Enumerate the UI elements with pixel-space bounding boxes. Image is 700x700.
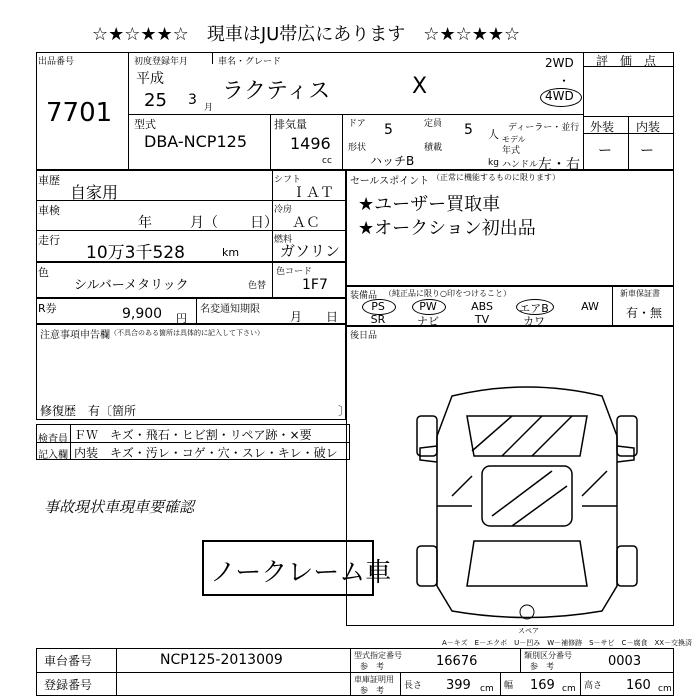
class-no-sub: 参 考	[530, 662, 554, 671]
registration-month-unit: 月	[204, 103, 214, 113]
model-year-label-2: 年式	[502, 146, 521, 156]
sales-point-item-2: ★オークション初出品	[358, 218, 536, 239]
handwritten-note: 事故現状車現車要確認	[44, 498, 195, 516]
height-label: 高さ	[584, 681, 603, 691]
equip-sr: SR	[370, 313, 386, 326]
length-value: 399	[446, 678, 471, 693]
equipment-label: 装備品	[350, 291, 378, 301]
body-shape-label: 形状	[348, 143, 367, 153]
meikyo-label: 名変通知期限	[200, 304, 260, 315]
exterior-label: 外装	[590, 120, 615, 134]
drive-dot: ・	[558, 74, 571, 88]
capacity-value: 5	[464, 122, 473, 138]
checker-label-2: 記入欄	[38, 450, 68, 461]
load-unit: kg	[488, 158, 499, 168]
recycle-value: 9,900	[122, 306, 163, 322]
repair-end: 〕	[338, 404, 351, 418]
width-value: 169	[530, 678, 555, 693]
length-label: 長さ	[404, 681, 423, 691]
car-grade: X	[412, 74, 428, 99]
capacity-unit: 人	[488, 128, 499, 141]
new-car-warranty-value: 有・無	[626, 306, 663, 320]
rear-seat-label: 後日品	[350, 331, 378, 341]
model-value: DBA-NCP125	[144, 132, 247, 151]
interior-score: ー	[640, 143, 654, 159]
history-label: 車歴	[38, 174, 60, 187]
width-unit: cm	[562, 684, 576, 694]
recycle-label: R券	[38, 302, 57, 315]
notes-label: 注意事項申告欄	[40, 330, 110, 341]
exterior-score: ー	[598, 143, 612, 159]
dealer-label: ディーラー・並行	[508, 123, 580, 133]
inspection-day: 日）	[250, 215, 278, 231]
chassis-value: NCP125-2013009	[160, 652, 283, 668]
color-label: 色	[38, 266, 49, 279]
color-value: シルバーメタリック	[74, 278, 189, 293]
class-no-value: 0003	[608, 654, 642, 669]
chassis-label: 車台番号	[44, 654, 93, 668]
recycle-unit: 円	[176, 312, 187, 325]
stamp-text: ノークレーム車	[210, 558, 392, 588]
meikyo-day: 日	[326, 310, 339, 324]
inspection-month: 月（	[190, 215, 218, 231]
mileage-value: 10万3千528	[86, 243, 185, 263]
handle-value: 左・右	[538, 157, 580, 173]
color-code-value: 1F7	[302, 277, 328, 293]
fuel-value: ガソリン	[280, 242, 341, 260]
interior-label: 内装	[636, 120, 661, 134]
mileage-label: 走行	[38, 234, 60, 247]
reg-no-label: 登録番号	[44, 678, 93, 692]
inspection-label: 車検	[38, 204, 60, 217]
sales-point-item-1: ★ユーザー買取車	[358, 194, 501, 215]
capacity-label: 定員	[424, 119, 443, 129]
shift-label: シフト	[274, 175, 302, 185]
handle-label: ハンドル	[502, 160, 539, 170]
drive-4wd: 4WD	[545, 89, 574, 103]
checker-label-1: 検査員	[38, 434, 68, 445]
displacement-label: 排気量	[274, 118, 307, 131]
inspection-year: 年	[138, 215, 152, 231]
color-code-label: 色コード	[276, 267, 313, 277]
fuel-label: 燃料	[274, 235, 293, 245]
equip-navi: ナビ	[417, 315, 439, 328]
type-designation-value: 16676	[436, 654, 478, 669]
equip-leather: カワ	[523, 315, 545, 328]
aircon-value: ＡＣ	[292, 215, 320, 231]
notes-sub: （不具合のある箇所は具体的に記入して下さい）	[110, 329, 264, 337]
model-label: 型式	[134, 118, 156, 131]
registration-year: 25	[144, 90, 167, 111]
car-name: ラクティス	[222, 79, 331, 104]
equip-abs: ABS	[471, 300, 493, 313]
certificate-label: 車庫証明用	[354, 675, 394, 684]
car-name-label: 車名・グレード	[218, 57, 282, 67]
registration-era: 平成	[136, 71, 164, 87]
height-unit: cm	[658, 684, 672, 694]
meikyo-month: 月	[290, 310, 303, 324]
evaluation-label: 評 価 点	[596, 54, 657, 68]
repair-label: 修復歴	[40, 404, 77, 418]
damage-legend: A－キズ E－エクボ U－凹み W－補修跡 S－サビ C－腐食 XX－交換済	[442, 639, 693, 647]
equip-tv: TV	[474, 313, 490, 326]
doors-value: 5	[384, 122, 393, 138]
length-unit: cm	[480, 684, 494, 694]
class-no-label: 類別区分番号	[524, 651, 572, 660]
sales-point-label: セールスポイント	[350, 176, 430, 187]
mileage-unit: km	[222, 246, 240, 259]
equip-pw: PW	[419, 300, 437, 313]
sales-point-note: （正常に機能するものに限ります）	[432, 173, 560, 182]
doors-label: ドア	[348, 119, 366, 129]
banner: ☆★☆★★☆ 現車はJU帯広にあります ☆★☆★★☆	[92, 24, 521, 45]
shift-value: ＩＡＴ	[292, 185, 334, 201]
model-year-label-1: モデル	[502, 135, 526, 144]
displacement-unit: cc	[322, 156, 332, 166]
lot-number: 7701	[46, 98, 113, 128]
aircon-label: 冷房	[274, 205, 293, 215]
new-car-warranty-label: 新車保証書	[620, 289, 660, 298]
history-value: 自家用	[70, 183, 119, 202]
checker-row-1: ＦＷ キズ・飛石・ヒビ割・リペア跡・×要	[74, 428, 312, 442]
equip-ps: PS	[371, 300, 385, 313]
spare-label: スペア	[518, 627, 539, 635]
color-change-label: 色替	[248, 281, 267, 291]
certificate-sub: 参 考	[360, 686, 384, 695]
load-label: 積載	[424, 143, 443, 153]
body-shape-value: ハッチB	[370, 154, 415, 168]
car-damage-diagram	[412, 376, 642, 626]
equip-aw: AW	[581, 300, 599, 313]
height-value: 160	[626, 678, 651, 693]
width-label: 幅	[504, 681, 514, 691]
lot-label: 出品番号	[38, 57, 75, 67]
type-designation-sub: 参 考	[360, 662, 384, 671]
equip-airbag: エアB	[519, 302, 549, 315]
equipment-note: （純正品に限り○印をつけること）	[384, 289, 511, 298]
registration-label: 初度登録年月	[134, 57, 189, 67]
drive-2wd: 2WD	[545, 56, 574, 70]
type-designation-label: 型式指定番号	[354, 651, 402, 660]
repair-value: 有〔箇所	[88, 404, 137, 418]
registration-month: 3	[188, 92, 197, 108]
checker-row-2: 内装 キズ・汚レ・コゲ・穴・スレ・キレ・破レ	[74, 446, 338, 460]
displacement-value: 1496	[290, 134, 331, 153]
